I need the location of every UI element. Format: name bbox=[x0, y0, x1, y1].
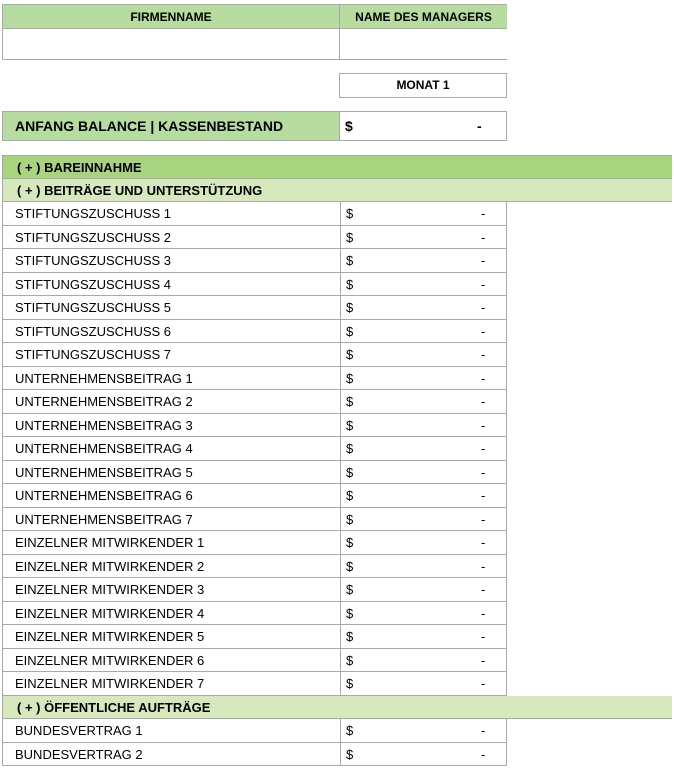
row-amount: - bbox=[481, 229, 486, 245]
row-amount-cell[interactable] bbox=[341, 649, 506, 672]
table-row bbox=[2, 649, 507, 673]
currency-symbol: $ bbox=[346, 582, 354, 597]
currency-symbol: $ bbox=[346, 347, 354, 362]
currency-symbol: $ bbox=[346, 535, 354, 550]
row-amount: - bbox=[481, 723, 486, 738]
row-amount-cell[interactable] bbox=[341, 249, 506, 272]
company-name-header: FIRMENNAME bbox=[2, 4, 340, 29]
row-label: STIFTUNGSZUSCHUSS 6 bbox=[3, 320, 341, 343]
table-row bbox=[2, 273, 507, 297]
currency-symbol: $ bbox=[346, 417, 354, 433]
manager-name-header: NAME DES MANAGERS bbox=[339, 4, 507, 29]
row-label: STIFTUNGSZUSCHUSS 2 bbox=[3, 226, 341, 249]
row-label: EINZELNER MITWIRKENDER 2 bbox=[3, 555, 341, 578]
row-label: EINZELNER MITWIRKENDER 4 bbox=[3, 602, 341, 625]
row-amount-cell[interactable] bbox=[341, 273, 506, 296]
row-amount-cell[interactable] bbox=[341, 367, 506, 390]
currency-symbol: $ bbox=[346, 206, 354, 221]
row-label: UNTERNEHMENSBEITRAG 6 bbox=[3, 484, 341, 507]
row-amount-cell[interactable] bbox=[341, 437, 506, 460]
table-row bbox=[2, 320, 507, 344]
row-label: UNTERNEHMENSBEITRAG 2 bbox=[3, 390, 341, 413]
table-row bbox=[2, 531, 507, 555]
currency-symbol: $ bbox=[346, 253, 354, 268]
row-amount: - bbox=[481, 276, 486, 292]
row-amount: - bbox=[481, 323, 486, 339]
row-label: EINZELNER MITWIRKENDER 5 bbox=[3, 625, 341, 648]
currency-symbol: $ bbox=[346, 370, 354, 386]
row-amount-cell[interactable] bbox=[341, 602, 506, 625]
row-label: EINZELNER MITWIRKENDER 6 bbox=[3, 649, 341, 672]
row-label: BUNDESVERTRAG 2 bbox=[3, 743, 341, 766]
opening-balance-value[interactable] bbox=[339, 111, 507, 141]
currency-symbol: $ bbox=[346, 723, 354, 738]
row-amount: - bbox=[481, 511, 486, 527]
row-label: STIFTUNGSZUSCHUSS 5 bbox=[3, 296, 341, 319]
row-amount: - bbox=[481, 535, 486, 550]
row-amount-cell[interactable] bbox=[341, 672, 506, 695]
currency-symbol: $ bbox=[346, 676, 354, 691]
row-amount-cell[interactable] bbox=[341, 578, 506, 601]
table-row bbox=[2, 743, 507, 767]
row-amount-cell[interactable] bbox=[341, 390, 506, 413]
table-row bbox=[2, 602, 507, 626]
row-label: UNTERNEHMENSBEITRAG 7 bbox=[3, 508, 341, 531]
table-row bbox=[2, 508, 507, 532]
row-amount-cell[interactable] bbox=[341, 555, 506, 578]
manager-name-input[interactable] bbox=[339, 28, 507, 60]
table-row bbox=[2, 578, 507, 602]
row-label: UNTERNEHMENSBEITRAG 3 bbox=[3, 414, 341, 437]
row-amount: - bbox=[481, 676, 486, 691]
row-amount: - bbox=[481, 370, 486, 386]
row-amount-cell[interactable] bbox=[341, 508, 506, 531]
row-label: STIFTUNGSZUSCHUSS 3 bbox=[3, 249, 341, 272]
row-amount-cell[interactable] bbox=[341, 226, 506, 249]
company-name-input[interactable] bbox=[2, 28, 340, 60]
currency-symbol: $ bbox=[346, 300, 354, 315]
row-amount-cell[interactable] bbox=[341, 484, 506, 507]
currency-symbol: $ bbox=[346, 488, 354, 503]
table-row bbox=[2, 719, 507, 743]
table-row bbox=[2, 625, 507, 649]
table-row bbox=[2, 672, 507, 696]
currency-symbol: $ bbox=[345, 118, 353, 134]
contribution-rows bbox=[2, 202, 507, 696]
row-amount-cell[interactable] bbox=[341, 719, 506, 742]
row-label: STIFTUNGSZUSCHUSS 4 bbox=[3, 273, 341, 296]
row-amount-cell[interactable] bbox=[341, 320, 506, 343]
currency-symbol: $ bbox=[346, 229, 354, 245]
row-amount: - bbox=[481, 488, 486, 503]
table-row bbox=[2, 437, 507, 461]
currency-symbol: $ bbox=[346, 276, 354, 292]
balance-amount: - bbox=[477, 118, 482, 134]
row-label: BUNDESVERTRAG 1 bbox=[3, 719, 341, 742]
contract-rows bbox=[2, 719, 507, 766]
section-public-contracts: ( + ) ÖFFENTLICHE AUFTRÄGE bbox=[2, 696, 672, 719]
row-label: UNTERNEHMENSBEITRAG 1 bbox=[3, 367, 341, 390]
row-amount: - bbox=[481, 206, 486, 221]
row-amount: - bbox=[481, 605, 486, 621]
currency-symbol: $ bbox=[346, 511, 354, 527]
currency-symbol: $ bbox=[346, 558, 354, 574]
row-amount: - bbox=[481, 746, 486, 762]
currency-symbol: $ bbox=[346, 629, 354, 644]
row-amount-cell[interactable] bbox=[341, 461, 506, 484]
currency-symbol: $ bbox=[346, 394, 354, 409]
row-amount: - bbox=[481, 441, 486, 456]
row-amount: - bbox=[481, 652, 486, 668]
row-amount-cell[interactable] bbox=[341, 743, 506, 766]
currency-symbol: $ bbox=[346, 746, 354, 762]
row-amount: - bbox=[481, 582, 486, 597]
row-label: EINZELNER MITWIRKENDER 1 bbox=[3, 531, 341, 554]
row-label: EINZELNER MITWIRKENDER 3 bbox=[3, 578, 341, 601]
table-row bbox=[2, 296, 507, 320]
row-amount-cell[interactable] bbox=[341, 296, 506, 319]
row-label: UNTERNEHMENSBEITRAG 4 bbox=[3, 437, 341, 460]
row-amount: - bbox=[481, 417, 486, 433]
table-row bbox=[2, 390, 507, 414]
section-contributions: ( + ) BEITRÄGE UND UNTERSTÜTZUNG bbox=[2, 179, 672, 202]
table-row bbox=[2, 249, 507, 273]
section-cash-receipts: ( + ) BAREINNAHME bbox=[2, 155, 672, 179]
table-row bbox=[2, 343, 507, 367]
row-label: STIFTUNGSZUSCHUSS 7 bbox=[3, 343, 341, 366]
row-label: EINZELNER MITWIRKENDER 7 bbox=[3, 672, 341, 695]
row-label: UNTERNEHMENSBEITRAG 5 bbox=[3, 461, 341, 484]
row-amount: - bbox=[481, 300, 486, 315]
opening-balance-label: ANFANG BALANCE | KASSENBESTAND bbox=[2, 111, 340, 141]
row-amount-cell[interactable] bbox=[341, 625, 506, 648]
table-row bbox=[2, 367, 507, 391]
table-row bbox=[2, 226, 507, 250]
row-amount: - bbox=[481, 394, 486, 409]
currency-symbol: $ bbox=[346, 652, 354, 668]
currency-symbol: $ bbox=[346, 464, 354, 480]
table-row bbox=[2, 484, 507, 508]
row-amount-cell[interactable] bbox=[341, 531, 506, 554]
row-amount: - bbox=[481, 347, 486, 362]
row-label: STIFTUNGSZUSCHUSS 1 bbox=[3, 202, 341, 225]
row-amount-cell[interactable] bbox=[341, 202, 506, 225]
row-amount: - bbox=[481, 629, 486, 644]
row-amount-cell[interactable] bbox=[341, 414, 506, 437]
table-row bbox=[2, 461, 507, 485]
table-row bbox=[2, 555, 507, 579]
currency-symbol: $ bbox=[346, 441, 354, 456]
table-row bbox=[2, 414, 507, 438]
row-amount: - bbox=[481, 253, 486, 268]
row-amount: - bbox=[481, 464, 486, 480]
currency-symbol: $ bbox=[346, 605, 354, 621]
row-amount: - bbox=[481, 558, 486, 574]
month-header: MONAT 1 bbox=[339, 73, 507, 98]
table-row bbox=[2, 202, 507, 226]
currency-symbol: $ bbox=[346, 323, 354, 339]
row-amount-cell[interactable] bbox=[341, 343, 506, 366]
